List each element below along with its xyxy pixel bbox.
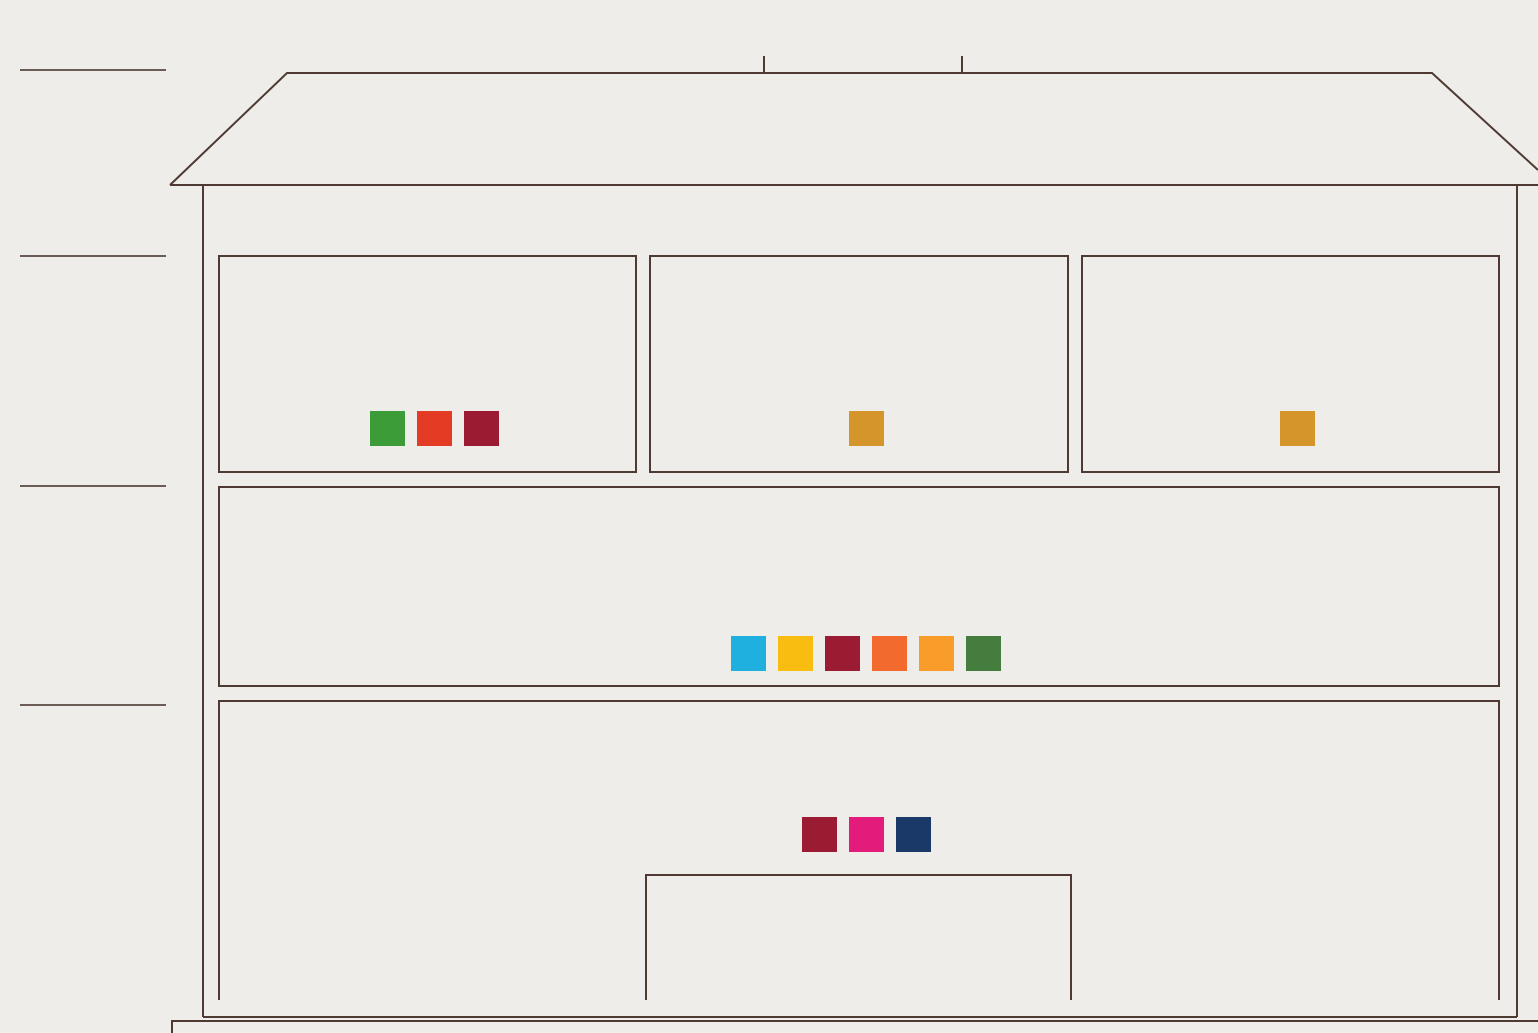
sdg-goal-badge (919, 636, 954, 671)
sdg-goal-badge (849, 411, 884, 446)
roof-outline (170, 73, 1538, 185)
focus-area-meet (219, 275, 636, 333)
sdg-goal-badge (825, 636, 860, 671)
focus-area-description (219, 275, 636, 333)
entrance-frame (646, 875, 1071, 1000)
sdg-goal-badge (778, 636, 813, 671)
sdg-goal-badge (966, 636, 1001, 671)
side-rule-focus (20, 255, 166, 257)
goals-row-society (219, 817, 1499, 852)
goals-row-meet (219, 411, 636, 446)
side-rule-vision (20, 69, 166, 71)
sdg-goal-badge (417, 411, 452, 446)
goals-row-operations (219, 636, 1499, 671)
sdg-goal-badge (896, 817, 931, 852)
sdg-goal-badge (1280, 411, 1315, 446)
sdg-goal-badge (849, 817, 884, 852)
sdg-goal-badge (802, 817, 837, 852)
side-rule-society (20, 704, 166, 706)
sdg-goal-badge (464, 411, 499, 446)
goals-row-sleep (1082, 411, 1499, 446)
sdg-goal-badge (370, 411, 405, 446)
goals-row-eat (650, 411, 1068, 446)
ground-line (172, 1021, 1538, 1033)
side-rule-operations (20, 485, 166, 487)
sdg-goal-badge (731, 636, 766, 671)
sdg-goal-badge (872, 636, 907, 671)
